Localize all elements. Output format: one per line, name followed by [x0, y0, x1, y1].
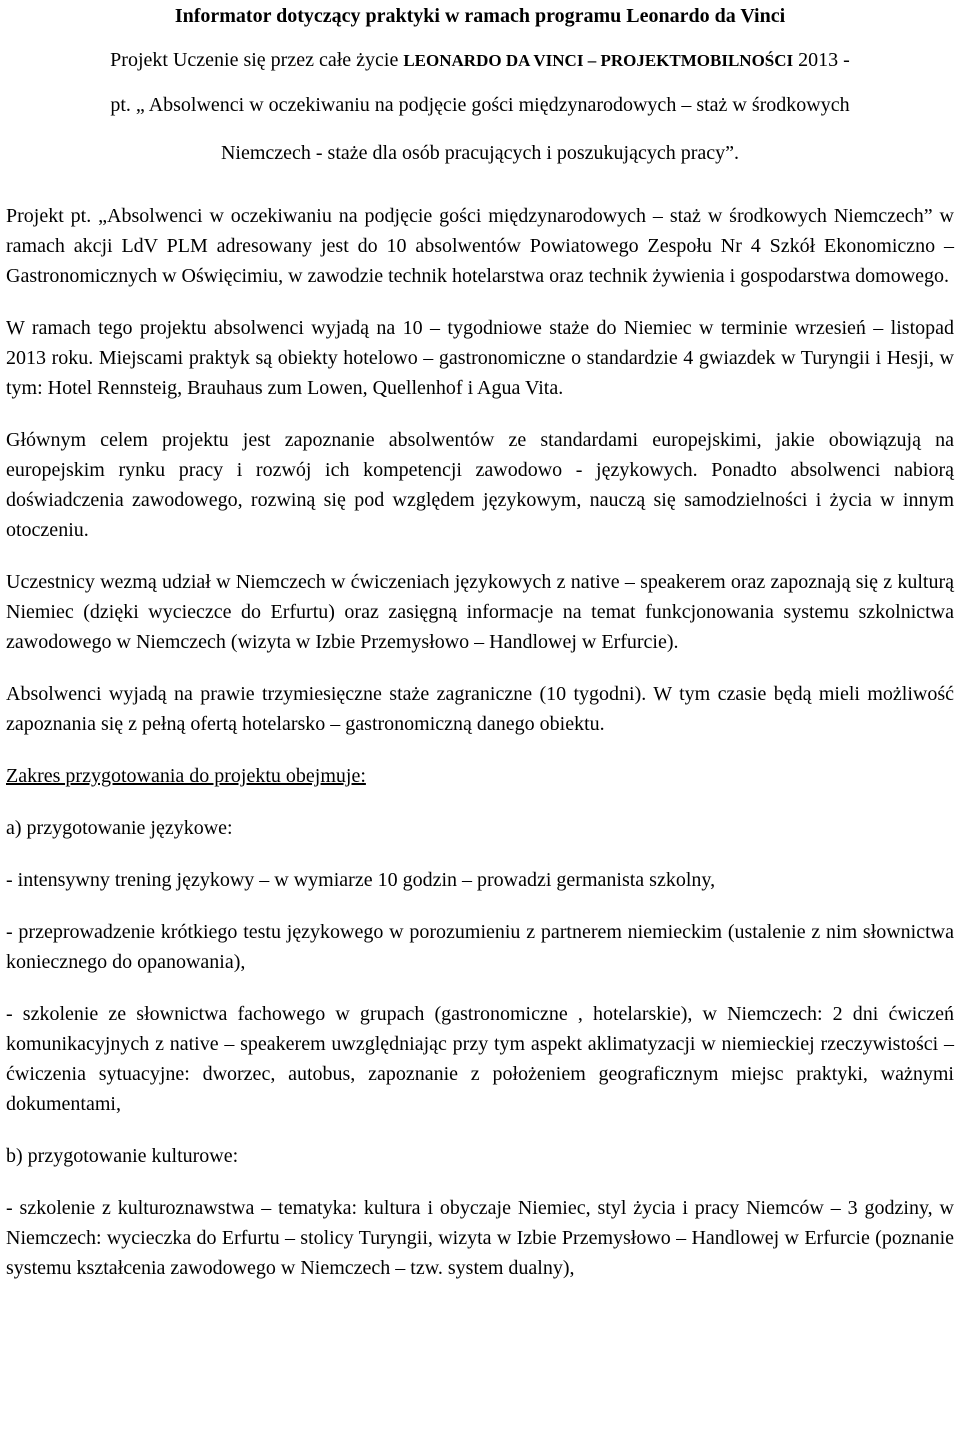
project-line-1 — [6, 46, 954, 75]
project-prefix: Projekt Uczenie się przez całe życie — [110, 49, 404, 71]
culture-item-1: - szkolenie z kulturoznawstwa – tematyka: kultura i obyczaje Niemiec, styl życia i pracy Niemców – 3 godziny, w Niemczech: wycieczka do Erfurtu – stolicy Turyngii, wizyta w Izbie Przemysłowo – Handlowej w Erfurcie (poznanie systemu kształcenia zawodowego w Niemczech – tzw. system dualny), — [6, 1197, 954, 1279]
language-prep-heading: a) przygotowanie językowe: — [6, 817, 233, 839]
paragraph-intro: Projekt pt. „Absolwenci w oczekiwaniu na podjęcie gości międzynarodowych – staż w środkowych Niemczech” w ramach akcji LdV PLM adresowany jest do 10 absolwentów Powiatowego Zespołu Nr 4 Szkół Ekonomiczno – Gastronomicznych w Oświęcimiu, w zawodzie technik hotelarstwa oraz technik żywienia i gospodarstwa domowego. — [6, 205, 954, 287]
project-caps: LEONARDO DA VINCI – PROJEKTMOBILNOŚCI — [403, 51, 794, 70]
scope-heading: Zakres przygotowania do projektu obejmuje: — [6, 765, 366, 787]
project-line-2: pt. „ Absolwenci w oczekiwaniu na podjęcie gości międzynarodowych – staż w środkowych — [110, 94, 850, 116]
paragraph-participants: Uczestnicy wezmą udział w Niemczech w ćwiczeniach językowych z native – speakerem oraz zapoznają się z kulturą Niemiec (dzięki wycieczce do Erfurtu) oraz zasięgną informacje na temat funkcjonowania systemu szkolnictwa zawodowego w Niemczech (wizyta w Izbie Przemysłowo – Handlowej w Erfurcie). — [6, 571, 954, 653]
language-item-2: - przeprowadzenie krótkiego testu językowego w porozumieniu z partnerem niemieckim (ustalenie z nim słownictwa koniecznego do opanowania), — [6, 921, 954, 973]
paragraph-goal: Głównym celem projektu jest zapoznanie absolwentów ze standardami europejskimi, jakie obowiązują na europejskim rynku pracy i rozwój ich kompetencji zawodowo - językowych. Ponadto absolwenci nabiorą doświadczenia zawodowego, rozwiną się pod względem językowym, nauczą się samodzielności i życia w innym otoczeniu. — [6, 429, 954, 541]
document-page — [6, 0, 954, 1283]
paragraph-internship: W ramach tego projektu absolwenci wyjadą na 10 – tygodniowe staże do Niemiec w terminie wrzesień – listopad 2013 roku. Miejscami praktyk są obiekty hotelowo – gastronomiczne o standardzie 4 gwiazdek w Turyngii i Hesji, w tym: Hotel Rennsteig, Brauhaus zum Lowen, Quellenhof i Agua Vita. — [6, 317, 954, 399]
culture-prep-heading: b) przygotowanie kulturowe: — [6, 1145, 239, 1167]
language-item-1: - intensywny trening językowy – w wymiarze 10 godzin – prowadzi germanista szkolny, — [6, 869, 716, 891]
document-title: Informator dotyczący praktyki w ramach programu Leonardo da Vinci — [174, 5, 786, 27]
project-suffix: 2013 - — [793, 49, 850, 71]
project-subtitle — [6, 75, 954, 171]
project-line-3: Niemczech - staże dla osób pracujących i poszukujących pracy”. — [220, 142, 740, 164]
paragraph-duration: Absolwenci wyjadą na prawie trzymiesięczne staże zagraniczne (10 tygodni). W tym czasie będą mieli możliwość zapoznania się z pełną ofertą hotelarsko – gastronomiczną danego obiektu. — [6, 683, 954, 735]
language-item-3: - szkolenie ze słownictwa fachowego w grupach (gastronomiczne , hotelarskie), w Niemczech: 2 dni ćwiczeń komunikacyjnych z native – speakerem uwzględniając przy tym aspekt aklimatyzacji w niemieckiej rzeczywistości – ćwiczenia sytuacyjne: dworzec, autobus, zapoznanie z położeniem geograficznym miejsc praktyki, ważnymi dokumentami, — [6, 1003, 954, 1115]
